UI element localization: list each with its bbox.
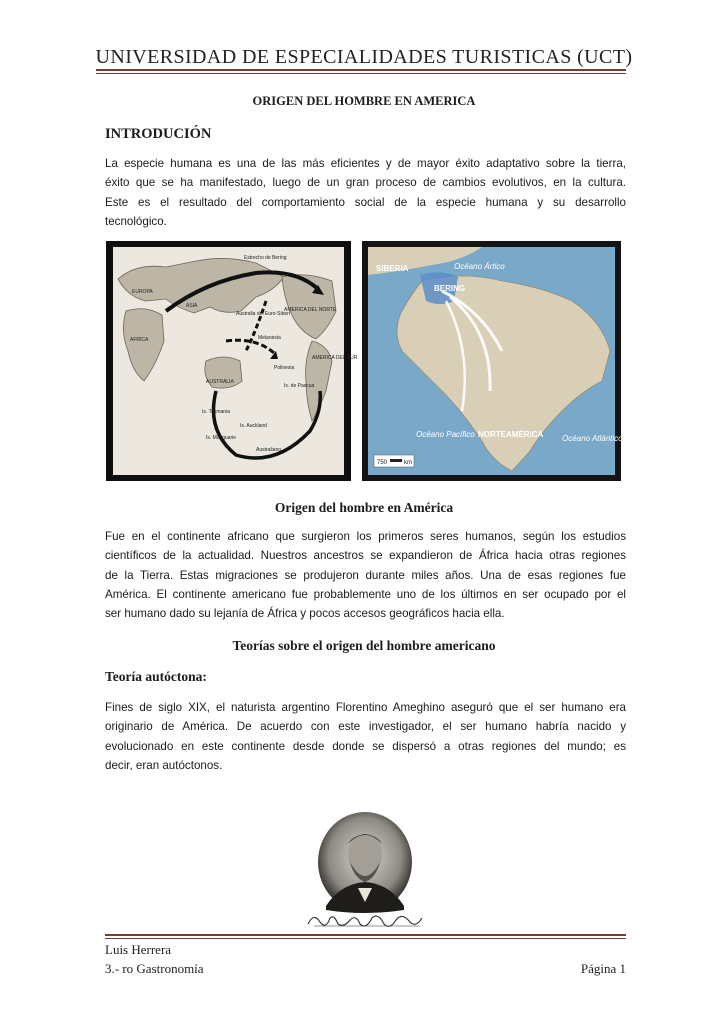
map-label: Australiano	[256, 447, 282, 453]
map-scale-unit: km	[404, 460, 412, 466]
map-label: Océano Pacífico	[416, 430, 475, 439]
footer-course: 3.- ro Gastronomía	[105, 961, 204, 976]
map-label: Océano Atlántico	[562, 434, 623, 443]
ameghino-portrait	[300, 810, 430, 934]
intro-heading: INTRODUCIÓN	[105, 126, 212, 142]
intro-line: éxito que se ha manifestado, luego de un gran proceso de cambios evolutivos, en la cultura.	[105, 176, 626, 190]
map-label: AMERICA DEL NORTE	[284, 307, 337, 313]
map-label: Is. Tasmania	[202, 409, 230, 415]
intro-line: La especie humana es una de las más eficientes y de mayor éxito adaptativo sobre la tierra,	[105, 157, 626, 170]
map-label: Polinesia	[274, 365, 295, 371]
map-label: Is. Macquarie	[206, 435, 237, 441]
map-label: BERING	[434, 284, 466, 293]
origin-heading: Origen del hombre en América	[274, 500, 454, 515]
map-label: Océano Ártico	[454, 262, 505, 271]
footer-page-number: Página 1	[580, 961, 626, 976]
map-label: AMERICA DEL SUR	[312, 355, 358, 361]
university-header: UNIVERSIDAD DE ESPECIALIDADES TURISTICAS (UCT)	[95, 46, 633, 68]
ameghino-signature	[300, 906, 430, 934]
theories-heading: Teorías sobre el origen del hombre americano	[232, 638, 496, 653]
map-label: Australia del Euro-Siberi	[236, 311, 290, 317]
map-label: NORTEAMÉRICA	[478, 430, 544, 439]
footer-rule-thin	[105, 938, 626, 939]
autochthonous-paragraph	[105, 698, 626, 775]
map-label: Is. de Pascua	[284, 383, 315, 389]
origin-line: científicos de la actualidad. Nuestros ancestros se expandieron de África hacia otras regiones	[105, 549, 626, 563]
footer-author: Luis Herrera	[105, 942, 172, 957]
map-label: SIBERIA	[376, 264, 409, 273]
autochthonous-line: evolucionado en este continente desde donde se dispersó a otras regiones del mundo; es	[105, 739, 626, 753]
map-label: AFRICA	[130, 337, 149, 343]
header-rule	[96, 69, 626, 71]
migration-world-map	[106, 241, 358, 481]
map-label: Is. Auckland	[240, 423, 267, 429]
autochthonous-line: decir, eran autóctonos.	[105, 758, 223, 772]
origin-line: América. El continente americano fue probablemente uno de los últimos en ser ocupado por el	[105, 587, 626, 601]
map-scale-value: 750	[377, 460, 388, 466]
origin-line: Fue en el continente africano que surgieron los primeros seres humanos, según los estudios	[105, 530, 626, 543]
autochthonous-heading: Teoría autóctona:	[105, 669, 207, 684]
map-label: AUSTRALIA	[206, 379, 234, 385]
intro-line: Este es el resultado del comportamiento social de la especie humana y su desarrollo	[105, 195, 626, 209]
header-rule-thin	[96, 73, 626, 74]
origin-line: ser humano dado su lejanía de África y pocos accesos geográficos hacia ella.	[105, 607, 505, 621]
footer-rule	[105, 934, 626, 936]
map-label: Melanesia	[258, 335, 281, 341]
origin-paragraph	[105, 527, 626, 623]
autochthonous-line: Fines de siglo XIX, el naturista argentino Florentino Ameghino aseguró que el ser humano era	[105, 701, 626, 714]
map-label: ASIA	[186, 303, 198, 309]
autochthonous-line: originario de América. De acuerdo con este investigador, el ser humano habría nacido y	[105, 720, 626, 734]
bering-map	[362, 241, 621, 481]
origin-line: de la Tierra. Estas migraciones se produjeron durante miles años. Una de esas regiones fue	[105, 568, 626, 582]
document-title: ORIGEN DEL HOMBRE EN AMERICA	[252, 94, 476, 108]
intro-paragraph	[105, 154, 626, 231]
intro-line: tecnológico.	[105, 214, 167, 228]
map-label: Estrecho de Bering	[244, 255, 287, 261]
map-label: EUROPA	[132, 289, 153, 295]
